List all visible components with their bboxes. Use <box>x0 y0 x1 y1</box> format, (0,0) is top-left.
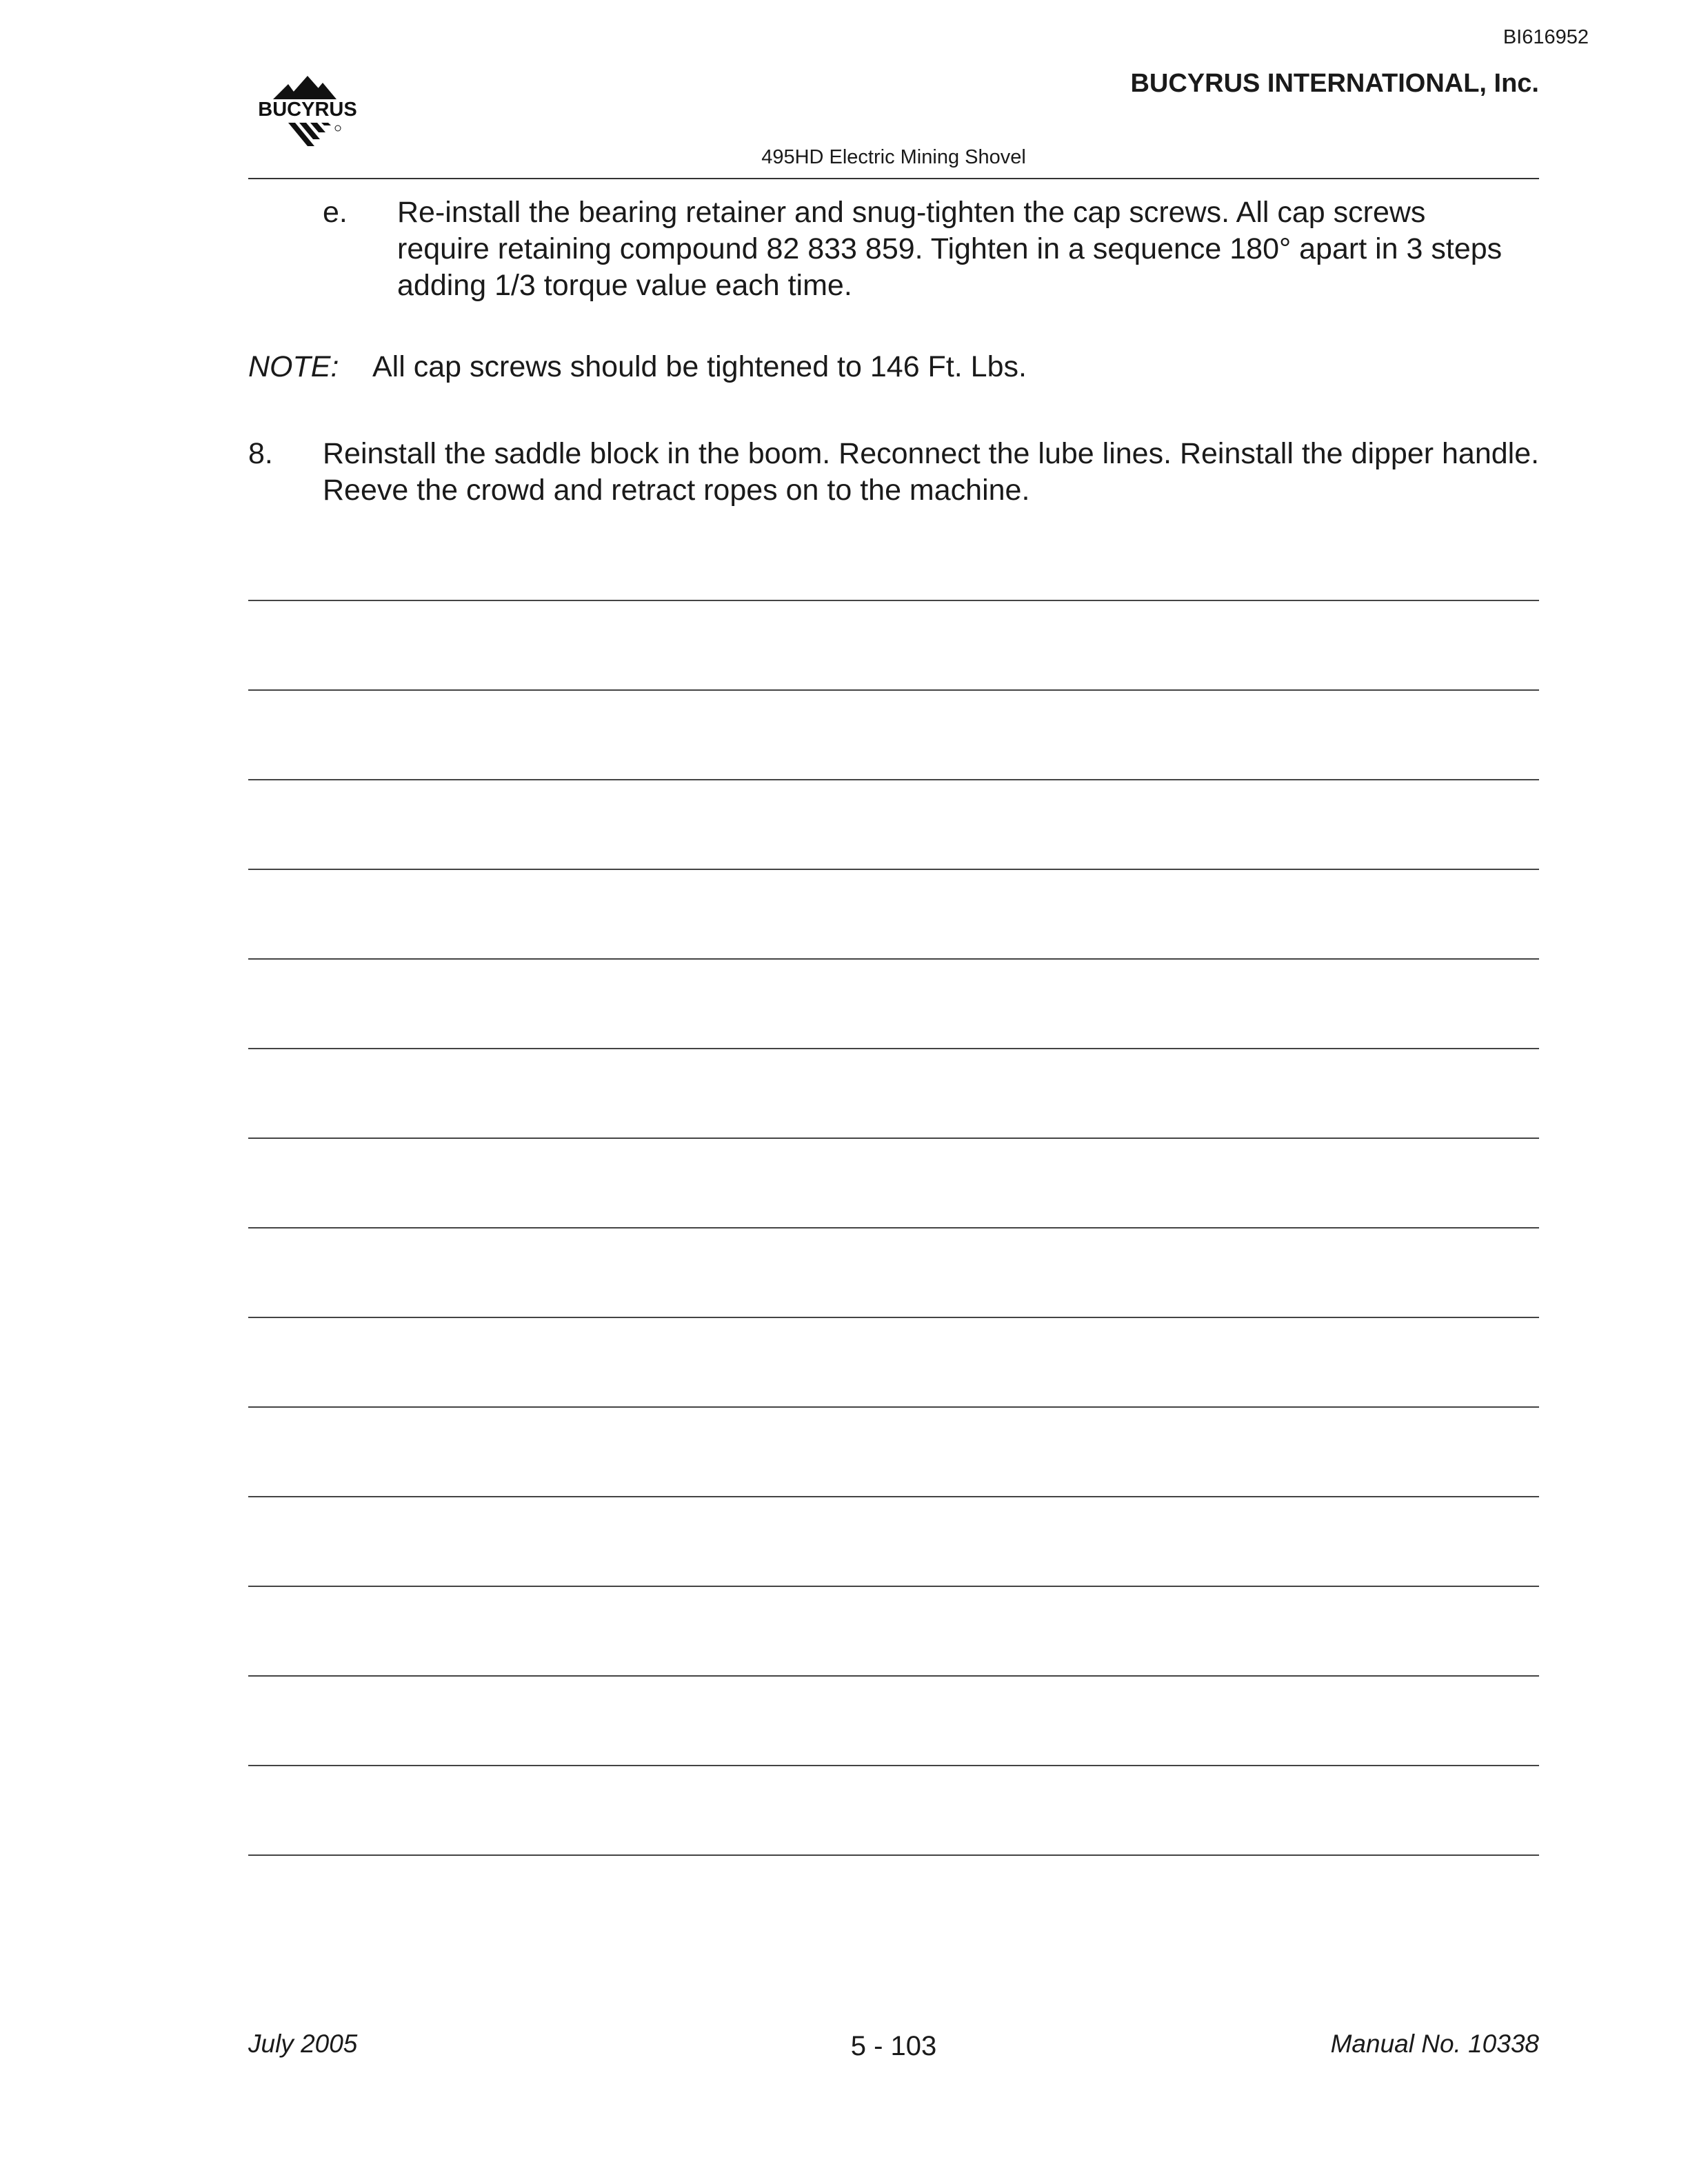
note-line <box>248 1406 1539 1496</box>
note-text: All cap screws should be tightened to 146 Ft. Lbs. <box>372 350 1027 383</box>
note-line <box>248 1765 1539 1854</box>
step-8-line: Reeve the crowd and retract ropes on to the machine. <box>323 474 1030 507</box>
note-line <box>248 1048 1539 1138</box>
note-line <box>248 689 1539 779</box>
step-e-line: require retaining compound 82 833 859. Tighten in a sequence 180° apart in 3 steps <box>397 232 1503 265</box>
header-divider <box>248 178 1539 179</box>
notes-lines <box>248 600 1539 1944</box>
company-name: BUCYRUS INTERNATIONAL, Inc. <box>1130 69 1539 98</box>
manual-subtitle: 495HD Electric Mining Shovel <box>761 146 1026 168</box>
footer-date: July 2005 <box>248 2030 358 2058</box>
page-number: 5 - 103 <box>850 2031 937 2061</box>
document-id: BI616952 <box>1503 26 1589 48</box>
note-line <box>248 600 1539 689</box>
manual-number: Manual No. 10338 <box>1330 2030 1539 2058</box>
step-e-text <box>397 194 1542 304</box>
note-line <box>248 1496 1539 1586</box>
logo-wordmark: BUCYRUS <box>258 99 357 121</box>
step-8-marker: 8. <box>248 437 273 470</box>
note-line <box>248 1586 1539 1675</box>
note-line <box>248 1138 1539 1227</box>
step-e-marker: e. <box>323 196 348 229</box>
step-e-line: adding 1/3 torque value each time. <box>397 269 852 302</box>
note-label: NOTE: <box>248 350 339 383</box>
step-8-line: Reinstall the saddle block in the boom. Reconnect the lube lines. Reinstall the dipper handle. <box>323 437 1540 470</box>
step-e-line: Re-install the bearing retainer and snug-tighten the cap screws. All cap screws <box>397 196 1426 229</box>
note-line <box>248 1317 1539 1406</box>
note-line <box>248 869 1539 958</box>
step-8-text <box>323 436 1550 509</box>
bucyrus-logo <box>245 72 370 149</box>
note-line <box>248 779 1539 869</box>
note-line <box>248 958 1539 1048</box>
note-line <box>248 1227 1539 1317</box>
note-line <box>248 1854 1539 1944</box>
note-line <box>248 1675 1539 1765</box>
